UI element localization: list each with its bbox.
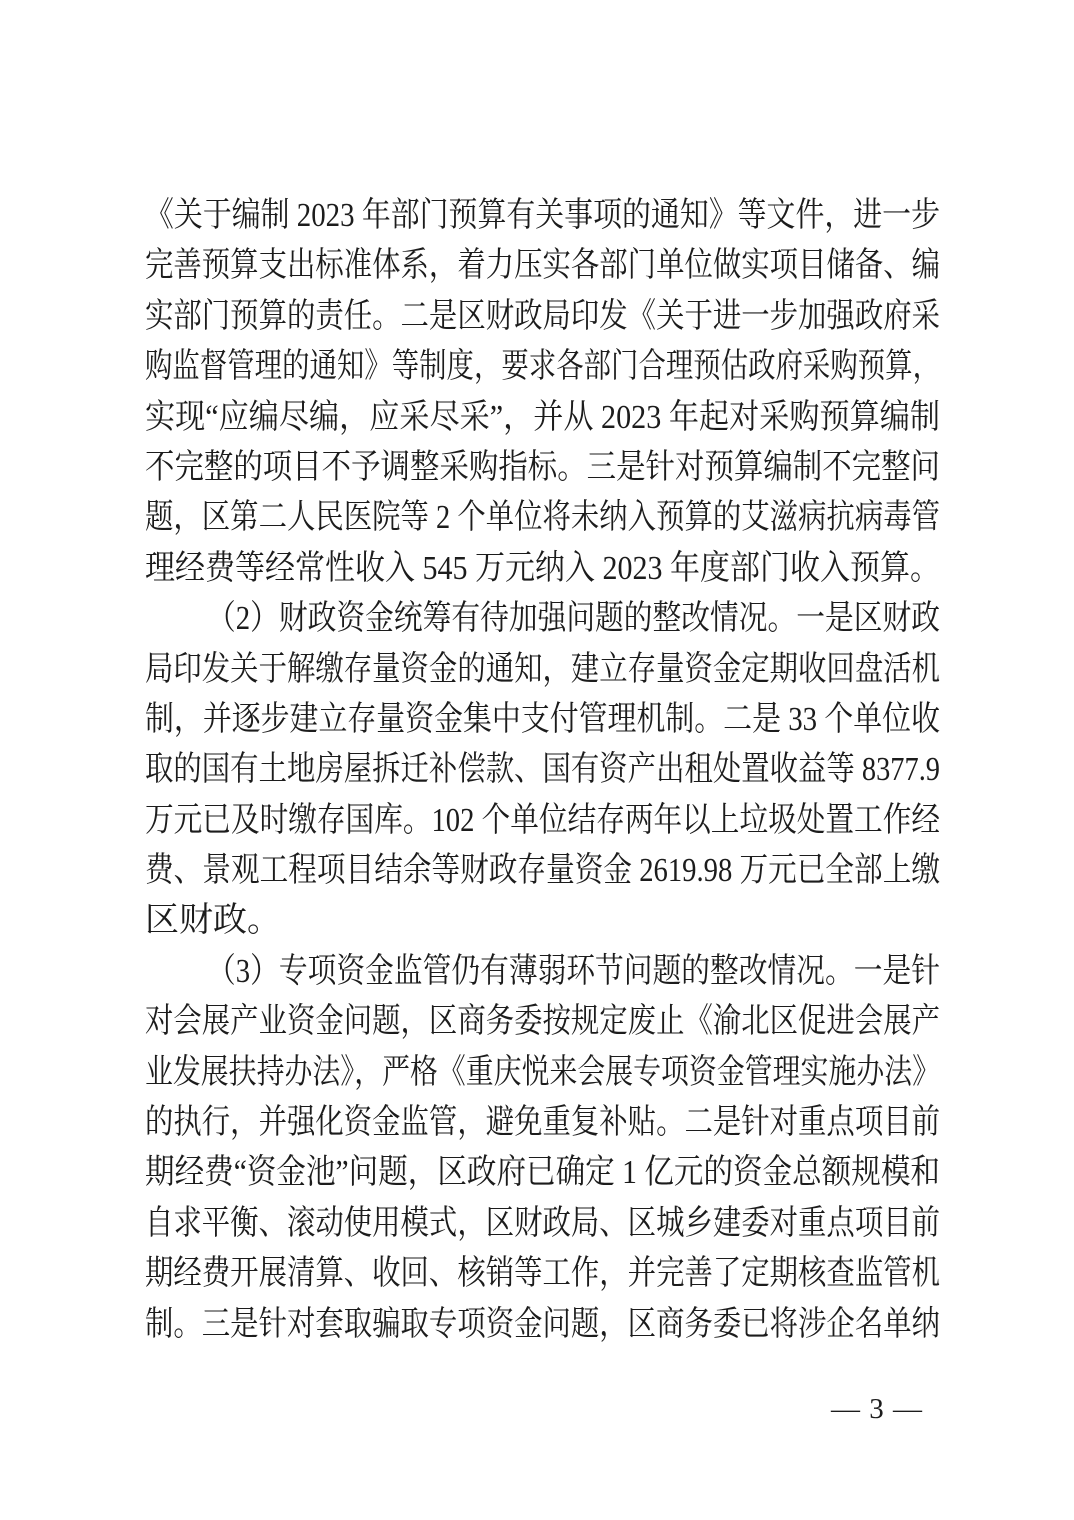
text-line [145,796,940,846]
text-line [145,846,940,896]
text-line-content: 期经费“资金池”问题，区政府已确定 1 亿元的资金总额规模和 [145,1154,940,1192]
text-line-content: 万元已及时缴存国库。102 个单位结存两年以上垃圾处置工作经 [145,801,940,839]
text-line [145,1098,940,1148]
text-line [145,292,940,342]
text-line [145,745,940,795]
text-line [145,493,940,543]
text-line-content: 不完整的项目不予调整采购指标。三是针对预算编制不完整问 [145,448,940,486]
text-line-content: （2）财政资金统筹有待加强问题的整改情况。一是区财政 [207,600,940,638]
text-line-content: 区财政。 [145,902,281,940]
text-line-content: 《关于编制 2023 年部门预算有关事项的通知》等文件，进一步 [145,197,940,234]
paragraph [145,947,940,1350]
text-line-content: 完善预算支出标准体系，着力压实各部门单位做实项目储备、编 [145,247,940,285]
text-line [145,947,940,997]
text-line [145,191,940,241]
text-line-content: 的执行，并强化资金监管，避免重复补贴。二是针对重点项目前 [145,1104,940,1142]
text-line-content: 题，区第二人民医院等 2 个单位将未纳入预算的艾滋病抗病毒管 [145,499,940,537]
text-line-content: 实部门预算的责任。二是区财政局印发《关于进一步加强政府采 [145,297,940,335]
text-line-content: 业发展扶持办法》，严格《重庆悦来会展专项资金管理实施办法》 [145,1053,940,1091]
text-line [145,997,940,1047]
page-number: — 3 — [831,1393,923,1425]
text-line-content: 制。三是针对套取骗取专项资金问题，区商务委已将涉企名单纳 [145,1305,940,1343]
text-line [145,1148,940,1198]
text-line-content: 购监督管理的通知》等制度，要求各部门合理预估政府采购预算， [145,348,940,386]
text-line [145,443,940,493]
text-line-content: 自求平衡、滚动使用模式，区财政局、区城乡建委对重点项目前 [145,1204,940,1242]
text-line [145,1249,940,1299]
text-line [145,1300,940,1350]
text-line [145,1048,940,1098]
text-line [145,393,940,443]
text-line [145,544,940,594]
text-line [145,241,940,291]
text-line-content: 实现“应编尽编，应采尽采”，并从 2023 年起对采购预算编制 [145,398,940,436]
paragraph [145,191,940,594]
paragraph [145,594,940,947]
text-line-content: 费、景观工程项目结余等财政存量资金 2619.98 万元已全部上缴 [145,852,940,890]
text-line-content: 对会展产业资金问题，区商务委按规定废止《渝北区促进会展产 [145,1003,940,1041]
text-line [145,896,940,946]
text-line-content: 取的国有土地房屋拆迁补偿款、国有资产出租处置收益等 8377.9 [145,751,940,789]
text-line-content: （3）专项资金监管仍有薄弱环节问题的整改情况。一是针 [207,952,940,990]
text-line [145,695,940,745]
body-text [145,191,940,1350]
text-line-content: 理经费等经常性收入 545 万元纳入 2023 年度部门收入预算。 [145,549,940,587]
text-line-content: 局印发关于解缴存量资金的通知，建立存量资金定期收回盘活机 [145,650,940,688]
text-line [145,342,940,392]
text-line-content: 期经费开展清算、收回、核销等工作，并完善了定期核查监管机 [145,1255,940,1293]
text-line [145,1199,940,1249]
text-line [145,645,940,695]
text-line-content: 制，并逐步建立存量资金集中支付管理机制。二是 33 个单位收 [145,700,940,738]
text-line [145,594,940,644]
